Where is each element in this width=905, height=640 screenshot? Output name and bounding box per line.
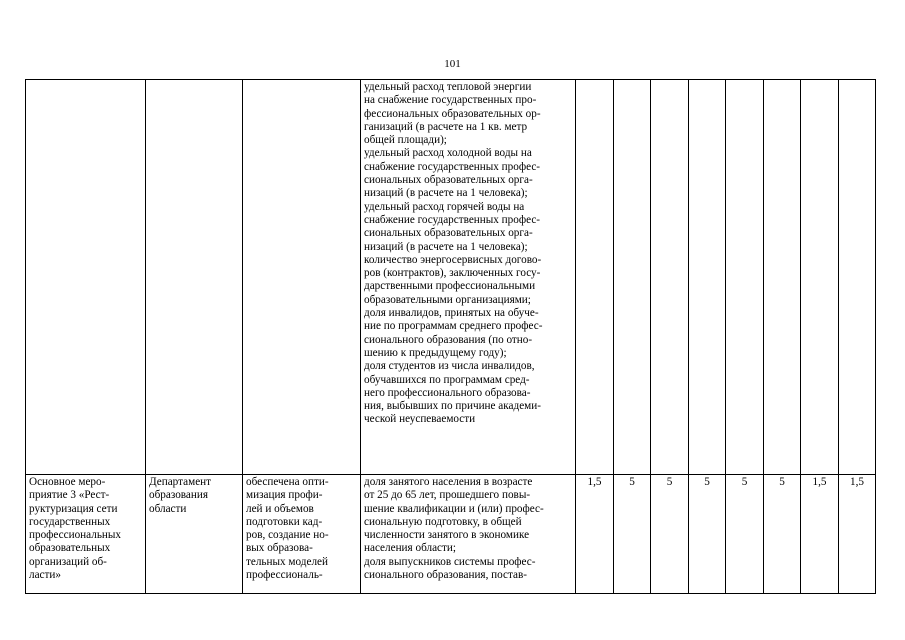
cell-value-empty <box>839 80 876 475</box>
page-number: 101 <box>444 58 461 70</box>
cell-value-empty <box>801 80 839 475</box>
cell-indicators: удельный расход тепловой энергии на снабжение государственных про- фессиональных образовательных ор- ганизаций (в расчете на 1 кв. метр общей площади); удельный расход холодной воды на снабжение государственных профес- сиональных образовательных орга- низаций (в расчете на 1 человека); удельный расход горячей воды на снабжение государственных профес- сиональных образовательных орга- низаций (в расчете на 1 человека); количество энергосервисных догово- ров (контрактов), заключенных госу- дарственными профессиональными образовательными организациями; доля инвалидов, принятых на обуче- ние по программам среднего профес- сионального образования (по отно- шению к предыдущему году); доля студентов из числа инвалидов, обучавшихся по программам сред- него профессионального образова- ния, выбывших по причине академи- ческой неуспеваемости <box>361 80 576 475</box>
cell-value-empty <box>689 80 726 475</box>
measures-table <box>25 79 876 594</box>
cell-value-empty <box>651 80 689 475</box>
cell-value-empty <box>764 80 801 475</box>
cell-value-empty <box>614 80 651 475</box>
cell-value: 1,5 <box>839 475 876 594</box>
cell-value-empty <box>576 80 614 475</box>
table-row-event-3 <box>26 475 876 594</box>
cell-executor: Департамент образования области <box>146 475 243 594</box>
cell-value: 5 <box>726 475 764 594</box>
cell-value: 5 <box>614 475 651 594</box>
cell-event-name: Основное меро- приятие 3 «Рест- руктуризация сети государственных профессиональных образовательных организаций об- ласти» <box>26 475 146 594</box>
cell-value-empty <box>726 80 764 475</box>
cell-result-empty <box>243 80 361 475</box>
cell-value: 1,5 <box>576 475 614 594</box>
cell-value: 1,5 <box>801 475 839 594</box>
table-row-continued <box>26 80 876 475</box>
cell-executor-empty <box>146 80 243 475</box>
cell-result: обеспечена опти- мизация профи- лей и объемов подготовки кад- ров, создание но- вых образова- тельных моделей профессиональ- <box>243 475 361 594</box>
cell-value: 5 <box>764 475 801 594</box>
cell-event-name-empty <box>26 80 146 475</box>
cell-indicators: доля занятого населения в возрасте от 25 до 65 лет, прошедшего повы- шение квалификации и (или) профес- сиональную подготовку, в общей численности занятого в экономике населения области; доля выпускников системы профес- сионального образования, постав- <box>361 475 576 594</box>
cell-value: 5 <box>651 475 689 594</box>
cell-value: 5 <box>689 475 726 594</box>
